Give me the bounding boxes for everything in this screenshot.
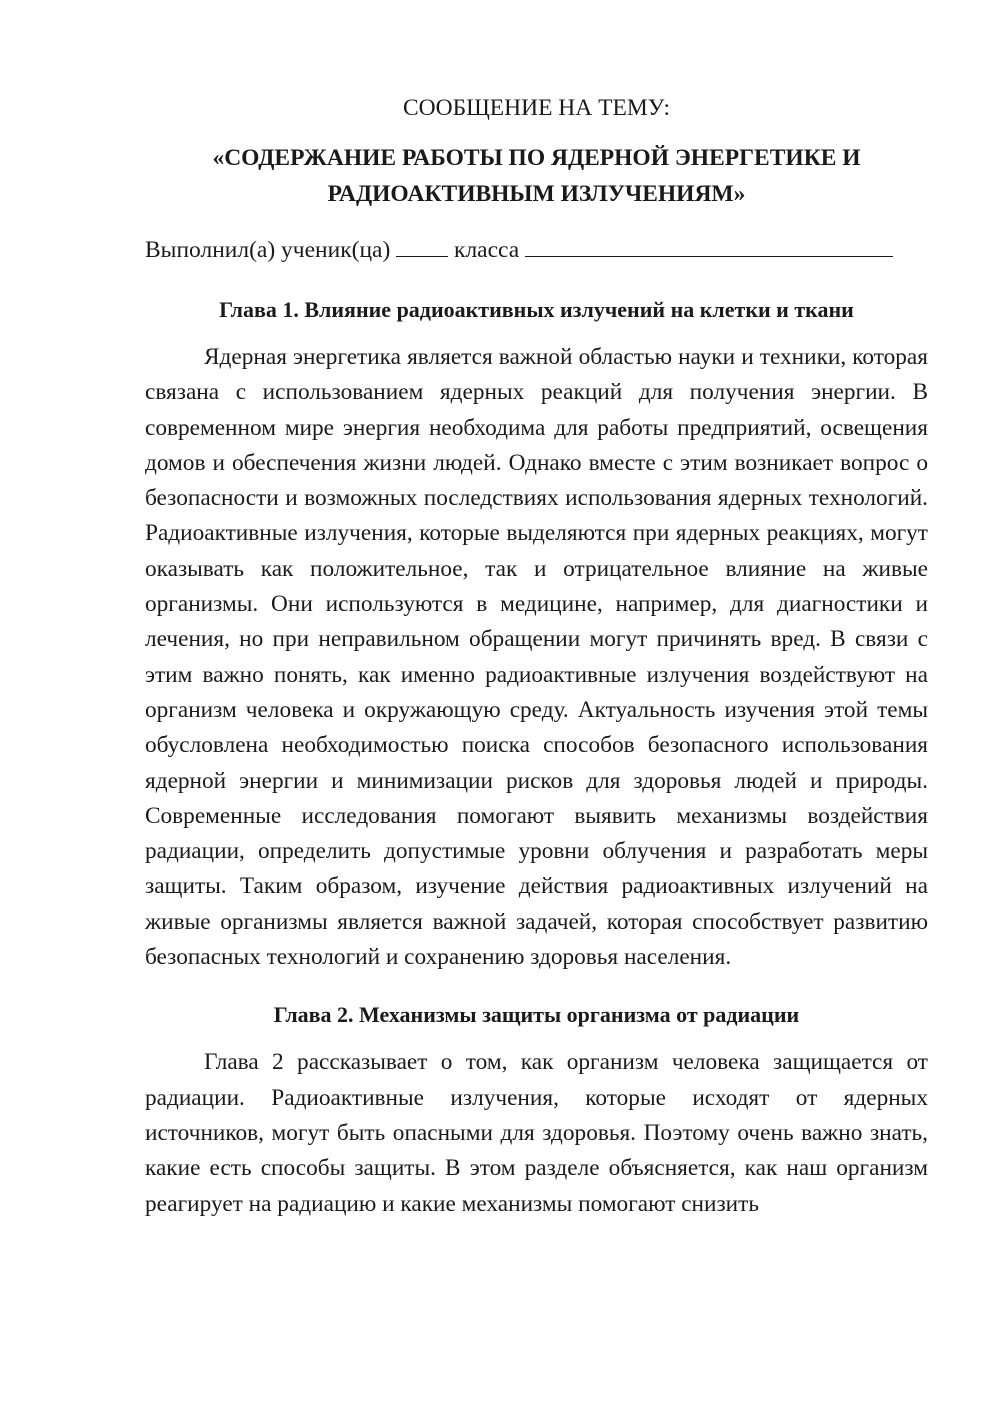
chapter-1-heading: Глава 1. Влияние радиоактивных излучений на клетки и ткани bbox=[219, 297, 854, 322]
document-title-prefix: СООБЩЕНИЕ НА ТЕМУ: bbox=[402, 95, 671, 121]
class-number-blank bbox=[396, 234, 448, 257]
student-name-blank bbox=[525, 234, 893, 257]
class-label: класса bbox=[454, 237, 520, 263]
chapter-2-heading: Глава 2. Механизмы защиты организма от радиации bbox=[273, 1002, 800, 1028]
author-line bbox=[145, 232, 928, 268]
document-title: «СОДЕРЖАНИЕ РАБОТЫ ПО ЯДЕРНОЙ ЭНЕРГЕТИКЕ И РАДИОАКТИВНЫМ ИЗЛУЧЕНИЯМ» bbox=[212, 145, 861, 207]
chapter-1-paragraph: Ядерная энергетика является важной областью науки и техники, которая связана с использованием ядерных реакций для получения энергии. В современном мире энергия необходима для работы предприятий, освещения домов и обеспечения жизни людей. Однако вместе с этим возникает вопрос о безопасности и возможных последствиях использования ядерных технологий. Радиоактивные излучения, которые выделяются при ядерных реакциях, могут оказывать как положительное, так и отрицательное влияние на живые организмы. Они используются в медицине, например, для диагностики и лечения, но при неправильном обращении могут причинять вред. В связи с этим важно понять, как именно радиоактивные излучения воздействуют на организм человека и окружающую среду. Актуальность изучения этой темы обусловлена необходимостью поиска способов безопасного использования ядерной энергии и минимизации рисков для здоровья людей и природы. Современные исследования помогают выявить механизмы воздействия радиации, определить допустимые уровни облучения и разработать меры защиты. Таким образом, изучение действия радиоактивных излучений на живые организмы является важной задачей, которая способствует развитию безопасных технологий и сохранению здоровья населения. bbox=[145, 344, 928, 971]
document-page bbox=[145, 90, 928, 1222]
chapter-2-paragraph: Глава 2 рассказывает о том, как организм человека защищается от радиации. Радиоактивные излучения, которые исходят от ядерных источников, могут быть опасными для здоровья. Поэтому очень важно знать, какие есть способы защиты. В этом разделе объясняется, как наш организм реагирует на радиацию и какие механизмы помогают снизить bbox=[145, 1049, 928, 1217]
performed-by-label: Выполнил(а) ученик(ца) bbox=[145, 237, 391, 263]
